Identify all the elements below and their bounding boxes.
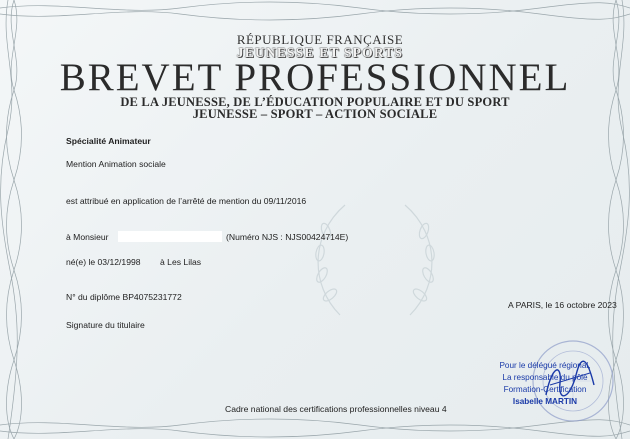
handwritten-signature bbox=[540, 355, 600, 403]
subtitle-line-2: JEUNESSE – SPORT – ACTION SOCIALE bbox=[192, 107, 438, 121]
diploma-title: BREVET PROFESSIONNEL bbox=[59, 56, 571, 99]
diploma-subtitle bbox=[0, 96, 630, 120]
diploma-number: N° du diplôme BP4075231772 bbox=[66, 292, 182, 302]
specialite-text: Spécialité Animateur bbox=[66, 136, 151, 146]
mention-text: Mention Animation sociale bbox=[66, 159, 166, 169]
certification-footer: Cadre national des certifications professionnelles niveau 4 bbox=[225, 404, 447, 414]
republique-label: RÉPUBLIQUE FRANÇAISE bbox=[236, 32, 404, 47]
subtitle-line-1: DE LA JEUNESSE, DE L’ÉDUCATION POPULAIRE ET DU SPORT bbox=[120, 95, 510, 109]
ministry-label: JEUNESSE ET SPORTS bbox=[236, 45, 404, 60]
monsieur-label: à Monsieur bbox=[66, 232, 109, 242]
signatory-line-3: Formation-Certification bbox=[503, 385, 587, 394]
numero-njs: (Numéro NJS : NJS00424714E) bbox=[226, 232, 349, 242]
laurel-wreath-watermark bbox=[300, 185, 450, 335]
place-and-date: A PARIS, le 16 octobre 2023 bbox=[508, 300, 617, 310]
holder-signature-label: Signature du titulaire bbox=[66, 320, 145, 330]
birth-date: né(e) le 03/12/1998 bbox=[66, 257, 141, 267]
signatory-line-2: La responsable du pôle bbox=[502, 373, 588, 382]
signatory-line-1: Pour le délégué régional, bbox=[499, 361, 591, 370]
signatory-name: Isabelle MARTIN bbox=[512, 397, 578, 406]
birth-place: à Les Lilas bbox=[160, 257, 202, 267]
redacted-name bbox=[118, 231, 222, 242]
attribution-text: est attribué en application de l’arrêté de mention du 09/11/2016 bbox=[66, 196, 307, 206]
